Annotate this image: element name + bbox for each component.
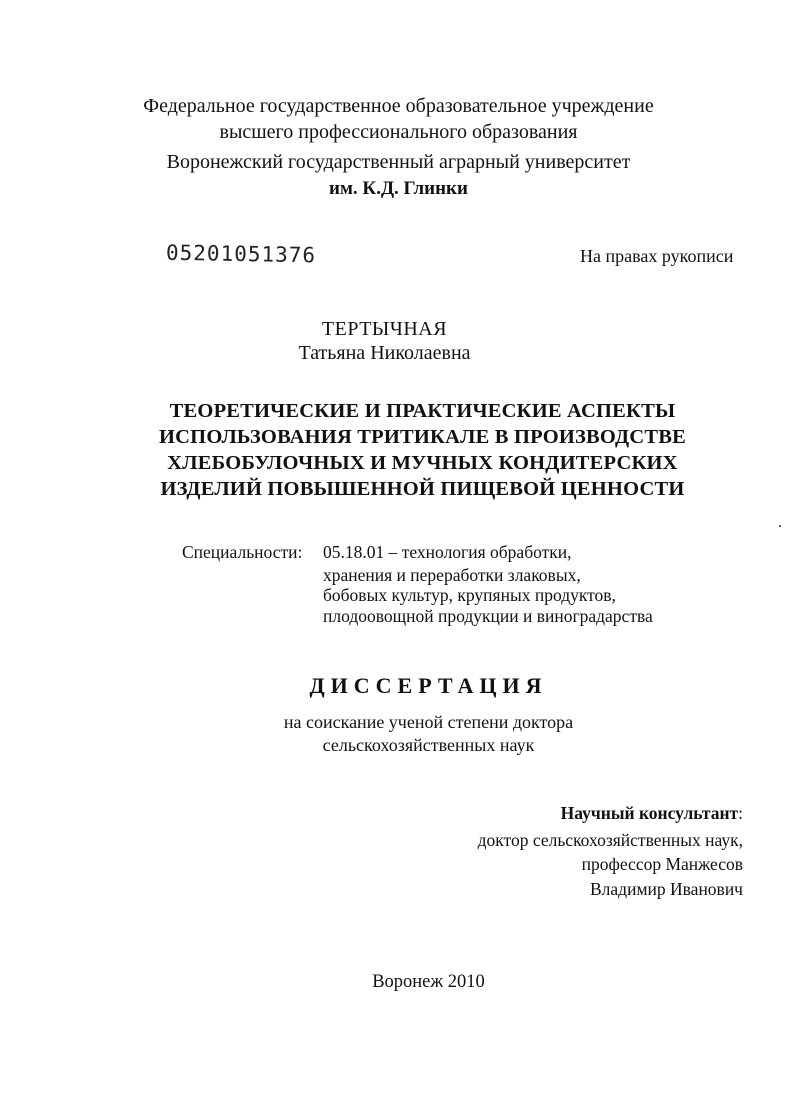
- consultant-title: профессор Манжесов: [581, 854, 743, 874]
- consultant-label: [561, 800, 743, 827]
- title-line-2: ИСПОЛЬЗОВАНИЯ ТРИТИКАЛЕ В ПРОИЗВОДСТВЕ: [159, 426, 686, 448]
- university-name: Воронежский государственный аграрный университет: [166, 151, 631, 173]
- degree-line-2: сельскохозяйственных наук: [322, 735, 535, 755]
- dissertation-heading: ДИССЕРТАЦИЯ: [309, 673, 548, 698]
- title-line-4: ИЗДЕЛИЙ ПОВЫШЕННОЙ ПИЩЕВОЙ ЦЕННОСТИ: [160, 478, 685, 500]
- title-line-3: ХЛЕБОБУЛОЧНЫХ И МУЧНЫХ КОНДИТЕРСКИХ: [167, 452, 678, 474]
- author-surname: ТЕРТЫЧНАЯ: [321, 318, 448, 340]
- document-number: 05201051376: [165, 240, 317, 268]
- city-year: Воронеж 2010: [372, 972, 485, 992]
- specialty-line-2: хранения и переработки злаковых,: [323, 565, 581, 585]
- degree-line-1: на соискание ученой степени доктора: [283, 712, 574, 732]
- title-line-1: ТЕОРЕТИЧЕСКИЕ И ПРАКТИЧЕСКИЕ АСПЕКТЫ: [169, 400, 676, 422]
- consultant-label-text: Научный консультант: [560, 803, 739, 823]
- consultant-label-colon: :: [738, 803, 743, 823]
- manuscript-rights: На правах рукописи: [580, 246, 734, 266]
- university-named-after: им. К.Д. Глинки: [329, 178, 468, 199]
- author-name: Татьяна Николаевна: [298, 342, 471, 364]
- specialty-line-3: бобовых культур, крупяных продуктов,: [323, 585, 616, 605]
- institution-line-1: Федеральное государственное образовательное учреждение: [143, 95, 654, 117]
- consultant-name: Владимир Иванович: [590, 879, 743, 899]
- specialty-line-4: плодоовощной продукции и виноградарства: [323, 606, 653, 626]
- specialty-label: Специальности:: [182, 542, 303, 562]
- scan-speck: [779, 525, 781, 527]
- consultant-degree: доктор сельскохозяйственных наук,: [477, 830, 743, 850]
- specialty-line-1: 05.18.01 – технология обработки,: [323, 542, 572, 562]
- institution-line-2: высшего профессионального образования: [219, 121, 578, 143]
